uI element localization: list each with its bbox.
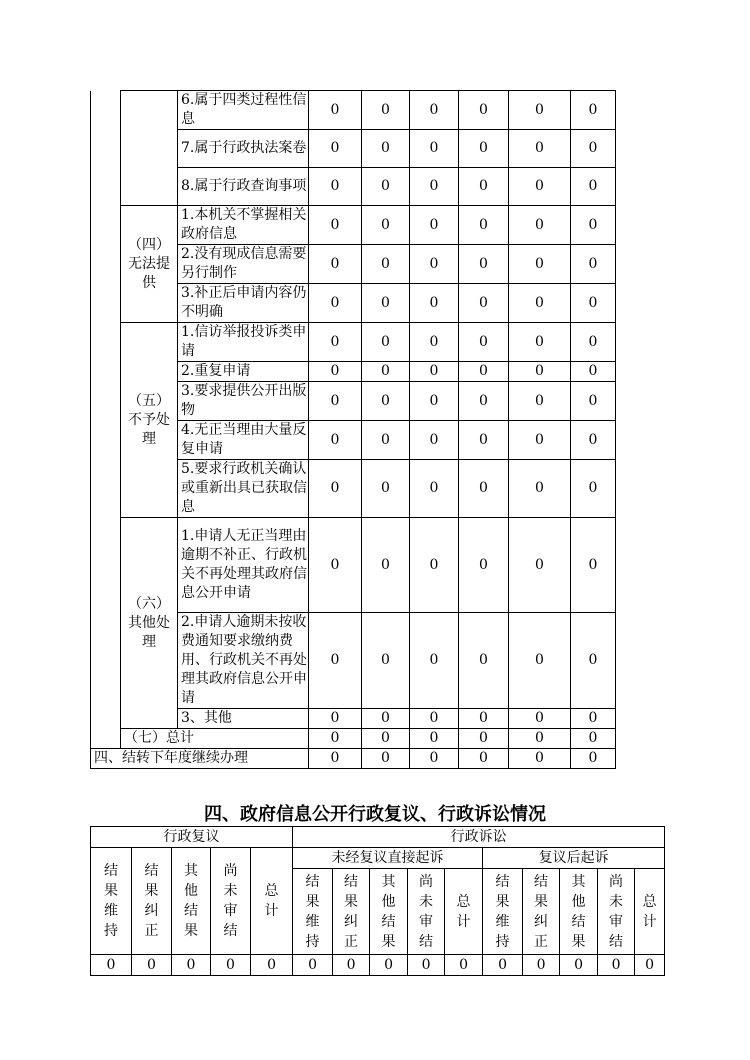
value-cell: 0 (571, 245, 616, 284)
value-cell: 0 (309, 421, 362, 460)
value-cell: 0 (459, 729, 509, 749)
value-cell: 0 (509, 518, 571, 613)
value-cell: 0 (410, 206, 459, 245)
category-not-handled: （五）不予处理 (121, 323, 178, 518)
value-cell: 0 (410, 729, 459, 749)
review-litigation-table (90, 826, 665, 976)
section-title: 四、政府信息公开行政复议、行政诉讼情况 (204, 804, 546, 825)
value-cell: 0 (172, 955, 211, 976)
value-cell: 0 (459, 245, 509, 284)
admin-litigation-header: 行政诉讼 (293, 827, 665, 848)
value-cell: 0 (309, 206, 362, 245)
value-cell: 0 (509, 245, 571, 284)
value-cell: 0 (459, 518, 509, 613)
admin-review-header: 行政复议 (91, 827, 293, 848)
value-cell: 0 (362, 749, 410, 769)
value-cell: 0 (571, 91, 616, 130)
litigation-subheader: 总 计 (445, 869, 483, 955)
table-row (91, 206, 661, 245)
item-label: 1.信访举报投诉类申请 (178, 323, 309, 362)
value-cell: 0 (309, 168, 362, 206)
value-cell: 0 (459, 421, 509, 460)
value-cell: 0 (362, 130, 410, 168)
item-label: 4.无正当理由大量反复申请 (178, 421, 309, 460)
review-subheader: 总 计 (251, 848, 293, 955)
item-label: 3.补正后申请内容仍不明确 (178, 284, 309, 323)
blank-cell (91, 729, 121, 749)
value-cell: 0 (410, 130, 459, 168)
value-cell: 0 (459, 362, 509, 382)
value-cell: 0 (598, 955, 635, 976)
value-cell: 0 (410, 91, 459, 130)
value-cell: 0 (408, 955, 445, 976)
value-cell: 0 (571, 284, 616, 323)
item-label: 2.没有现成信息需要另行制作 (178, 245, 309, 284)
review-subheader: 结 果 纠 正 (132, 848, 172, 955)
value-cell: 0 (509, 323, 571, 362)
item-label: 8.属于行政查询事项 (178, 168, 309, 206)
value-cell: 0 (459, 382, 509, 421)
post-review-suit-header: 复议后起诉 (483, 848, 665, 869)
value-cell: 0 (410, 284, 459, 323)
blank-cell (91, 91, 121, 206)
value-cell: 0 (370, 955, 408, 976)
value-cell: 0 (571, 421, 616, 460)
item-label: 3.要求提供公开出版物 (178, 382, 309, 421)
value-cell: 0 (509, 421, 571, 460)
value-cell: 0 (560, 955, 598, 976)
value-cell: 0 (362, 382, 410, 421)
value-cell: 0 (410, 245, 459, 284)
value-cell: 0 (571, 362, 616, 382)
value-cell: 0 (571, 729, 616, 749)
value-cell: 0 (362, 518, 410, 613)
item-label: 6.属于四类过程性信息 (178, 91, 309, 130)
value-cell: 0 (410, 421, 459, 460)
value-cell: 0 (459, 284, 509, 323)
value-cell: 0 (309, 518, 362, 613)
value-cell: 0 (309, 284, 362, 323)
value-cell: 0 (410, 518, 459, 613)
value-cell: 0 (509, 749, 571, 769)
item-label: 7.属于行政执法案卷 (178, 130, 309, 168)
value-cell: 0 (571, 323, 616, 362)
value-cell: 0 (509, 130, 571, 168)
item-label: 1.本机关不掌握相关政府信息 (178, 206, 309, 245)
value-cell: 0 (571, 130, 616, 168)
value-cell: 0 (459, 613, 509, 709)
value-cell: 0 (362, 729, 410, 749)
value-cell: 0 (309, 729, 362, 749)
value-cell: 0 (309, 382, 362, 421)
category-other-handling: （六）其他处理 (121, 518, 178, 729)
litigation-subheader: 结 果 维 持 (483, 869, 523, 955)
table-row (91, 323, 661, 362)
value-cell: 0 (362, 245, 410, 284)
value-cell: 0 (509, 284, 571, 323)
value-cell: 0 (309, 749, 362, 769)
blank-cell (91, 206, 121, 323)
value-cell: 0 (523, 955, 560, 976)
value-cell: 0 (571, 613, 616, 709)
value-cell: 0 (309, 91, 362, 130)
value-cell: 0 (445, 955, 483, 976)
value-cell: 0 (309, 323, 362, 362)
carry-over-label: 四、结转下年度继续办理 (91, 749, 309, 769)
value-cell: 0 (509, 206, 571, 245)
value-cell: 0 (459, 168, 509, 206)
value-cell: 0 (483, 955, 523, 976)
litigation-subheader: 总 计 (635, 869, 665, 955)
value-cell: 0 (362, 421, 410, 460)
value-cell: 0 (571, 460, 616, 518)
item-label: 1.申请人无正当理由逾期不补正、行政机关不再处理其政府信息公开申请 (178, 518, 309, 613)
value-cell: 0 (362, 460, 410, 518)
value-cell: 0 (459, 749, 509, 769)
category-cell (121, 91, 178, 206)
value-cell: 0 (91, 955, 132, 976)
value-cell: 0 (410, 749, 459, 769)
value-cell: 0 (509, 362, 571, 382)
value-cell: 0 (459, 323, 509, 362)
value-cell: 0 (410, 613, 459, 709)
value-cell: 0 (309, 362, 362, 382)
value-cell: 0 (571, 382, 616, 421)
litigation-subheader: 结 果 纠 正 (523, 869, 560, 955)
value-cell: 0 (309, 613, 362, 709)
total-label: （七）总计 (121, 729, 309, 749)
value-cell: 0 (459, 460, 509, 518)
value-cell: 0 (459, 91, 509, 130)
review-subheader: 结 果 维 持 (91, 848, 132, 955)
value-cell: 0 (509, 729, 571, 749)
value-cell: 0 (362, 323, 410, 362)
value-cell: 0 (410, 709, 459, 729)
table-row (91, 518, 661, 613)
value-cell: 0 (410, 362, 459, 382)
value-cell: 0 (309, 245, 362, 284)
value-cell: 0 (309, 130, 362, 168)
value-cell: 0 (132, 955, 172, 976)
review-subheader: 其 他 结 果 (172, 848, 211, 955)
value-cell: 0 (410, 382, 459, 421)
review-subheader: 尚 未 审 结 (211, 848, 251, 955)
value-cell: 0 (410, 460, 459, 518)
application-handling-table (90, 90, 661, 769)
table-row (91, 91, 661, 130)
value-cell: 0 (459, 130, 509, 168)
litigation-subheader: 其 他 结 果 (370, 869, 408, 955)
item-label: 2.重复申请 (178, 362, 309, 382)
value-cell: 0 (509, 91, 571, 130)
blank-cell (91, 518, 121, 729)
value-cell: 0 (362, 91, 410, 130)
blank-cell (91, 323, 121, 518)
value-cell: 0 (362, 206, 410, 245)
value-cell: 0 (509, 613, 571, 709)
value-cell: 0 (362, 362, 410, 382)
total-row (91, 729, 661, 749)
value-cell: 0 (362, 613, 410, 709)
category-no-provide: （四）无法提供 (121, 206, 178, 323)
item-label: 3、其他 (178, 709, 309, 729)
value-cell: 0 (309, 460, 362, 518)
value-cell: 0 (410, 168, 459, 206)
value-cell: 0 (211, 955, 251, 976)
value-cell: 0 (410, 323, 459, 362)
value-cell: 0 (459, 709, 509, 729)
direct-suit-header: 未经复议直接起诉 (293, 848, 483, 869)
value-cell: 0 (509, 382, 571, 421)
value-cell: 0 (459, 206, 509, 245)
value-cell: 0 (571, 518, 616, 613)
litigation-subheader: 其 他 结 果 (560, 869, 598, 955)
value-cell: 0 (509, 168, 571, 206)
value-cell: 0 (571, 168, 616, 206)
item-label: 5.要求行政机关确认或重新出具已获取信息 (178, 460, 309, 518)
value-cell: 0 (251, 955, 293, 976)
value-cell: 0 (333, 955, 370, 976)
value-cell: 0 (635, 955, 665, 976)
litigation-subheader: 尚 未 审 结 (408, 869, 445, 955)
value-cell: 0 (362, 709, 410, 729)
value-cell: 0 (309, 709, 362, 729)
carry-over-row (91, 749, 661, 769)
value-cell: 0 (293, 955, 333, 976)
litigation-subheader: 结 果 纠 正 (333, 869, 370, 955)
litigation-subheader: 尚 未 审 结 (598, 869, 635, 955)
value-cell: 0 (571, 206, 616, 245)
value-cell: 0 (509, 460, 571, 518)
item-label: 2.申请人逾期未按收费通知要求缴纳费用、行政机关不再处理其政府信息公开申请 (178, 613, 309, 709)
value-cell: 0 (362, 284, 410, 323)
litigation-subheader: 结 果 维 持 (293, 869, 333, 955)
value-cell: 0 (571, 749, 616, 769)
value-cell: 0 (571, 709, 616, 729)
value-cell: 0 (362, 168, 410, 206)
value-cell: 0 (509, 709, 571, 729)
